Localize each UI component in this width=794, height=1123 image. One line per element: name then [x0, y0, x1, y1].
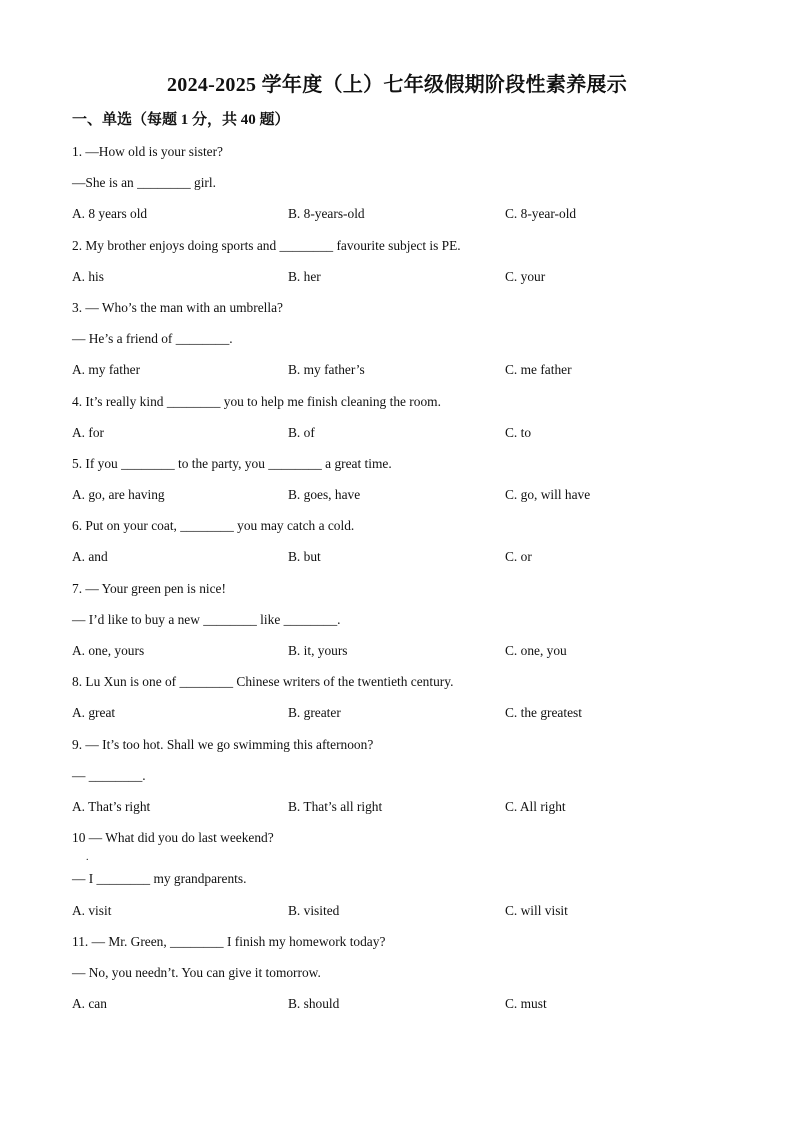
option-c: C. go, will have [505, 487, 591, 503]
option-b: B. goes, have [288, 487, 361, 503]
options-row [72, 198, 722, 229]
question-reply: — I ________ my grandparents. [72, 871, 247, 887]
question-stem: 11. — Mr. Green, ________ I finish my homework today? [72, 933, 386, 949]
options-row [72, 417, 722, 448]
option-b: B. should [288, 996, 340, 1012]
question-reply: — No, you needn’t. You can give it tomorrow. [72, 964, 321, 980]
question-5 [72, 448, 722, 510]
options-row [72, 479, 722, 510]
question-2 [72, 230, 722, 292]
options-row [72, 261, 722, 292]
question-stem: 9. — It’s too hot. Shall we go swimming this afternoon? [72, 736, 374, 752]
option-b: B. visited [288, 902, 340, 918]
question-reply: — ________. [72, 767, 146, 783]
question-list [72, 136, 722, 1019]
stray-dot: . [86, 852, 89, 864]
question-stem: 10 — What did you do last weekend? [72, 830, 274, 846]
question-stem: 8. Lu Xun is one of ________ Chinese writers of the twentieth century. [72, 674, 454, 690]
question-6 [72, 510, 722, 572]
option-b: B. it, yours [288, 643, 348, 658]
question-11 [72, 926, 722, 1020]
question-10 [72, 822, 722, 926]
option-b: B. of [288, 424, 315, 440]
option-c: C. the greatest [505, 705, 582, 721]
option-a: A. and [72, 549, 108, 565]
question-reply: — I’d like to buy a new ________ like ________. [72, 611, 341, 627]
option-c: C. 8-year-old [505, 206, 577, 222]
option-c: C. your [505, 268, 546, 284]
question-stem: 7. — Your green pen is nice! [72, 580, 226, 596]
option-a: A. great [72, 705, 116, 721]
option-c: C. or [505, 549, 532, 565]
option-c: C. All right [505, 798, 566, 814]
question-stem: 4. It’s really kind ________ you to help me finish cleaning the room. [72, 393, 441, 409]
option-c: C. will visit [505, 902, 568, 918]
option-c: C. one, you [505, 643, 567, 658]
option-a: A. visit [72, 902, 112, 918]
option-b: B. my father’s [288, 362, 365, 378]
option-a: A. one, yours [72, 643, 145, 658]
question-stem: 6. Put on your coat, ________ you may catch a cold. [72, 518, 355, 534]
options-row [72, 988, 722, 1019]
question-1 [72, 136, 722, 230]
option-b: B. That’s all right [288, 798, 383, 814]
options-row [72, 791, 722, 822]
question-9 [72, 729, 722, 823]
option-c: C. to [505, 424, 532, 440]
option-a: A. can [72, 996, 107, 1012]
question-stem: 5. If you ________ to the party, you ________ a great time. [72, 455, 392, 471]
option-c: C. me father [505, 362, 572, 378]
question-reply: —She is an ________ girl. [72, 175, 216, 191]
option-a: A. 8 years old [72, 206, 148, 222]
question-4 [72, 386, 722, 448]
question-stem: 1. —How old is your sister? [72, 144, 224, 159]
option-b: B. greater [288, 705, 341, 721]
option-b: B. 8-years-old [288, 206, 365, 222]
option-a: A. his [72, 268, 104, 284]
page-title: 2024-2025 学年度（上）七年级假期阶段性素养展示 [166, 74, 628, 96]
section-heading: 一、单选（每题 1 分，共 40 题） [72, 112, 290, 128]
option-a: A. go, are having [72, 487, 165, 503]
option-b: B. her [288, 268, 321, 284]
question-7 [72, 573, 722, 667]
options-row [72, 541, 722, 572]
question-8 [72, 666, 722, 728]
options-row [72, 635, 722, 666]
options-row [72, 895, 722, 926]
question-stem: 2. My brother enjoys doing sports and ________ favourite subject is PE. [72, 237, 461, 253]
option-c: C. must [505, 996, 547, 1012]
option-b: B. but [288, 549, 321, 565]
options-row [72, 697, 722, 728]
option-a: A. for [72, 424, 104, 440]
question-stem: 3. — Who’s the man with an umbrella? [72, 299, 283, 315]
question-3 [72, 292, 722, 386]
options-row [72, 354, 722, 385]
option-a: A. That’s right [72, 798, 151, 814]
question-reply: — He’s a friend of ________. [72, 331, 233, 347]
option-a: A. my father [72, 362, 141, 378]
